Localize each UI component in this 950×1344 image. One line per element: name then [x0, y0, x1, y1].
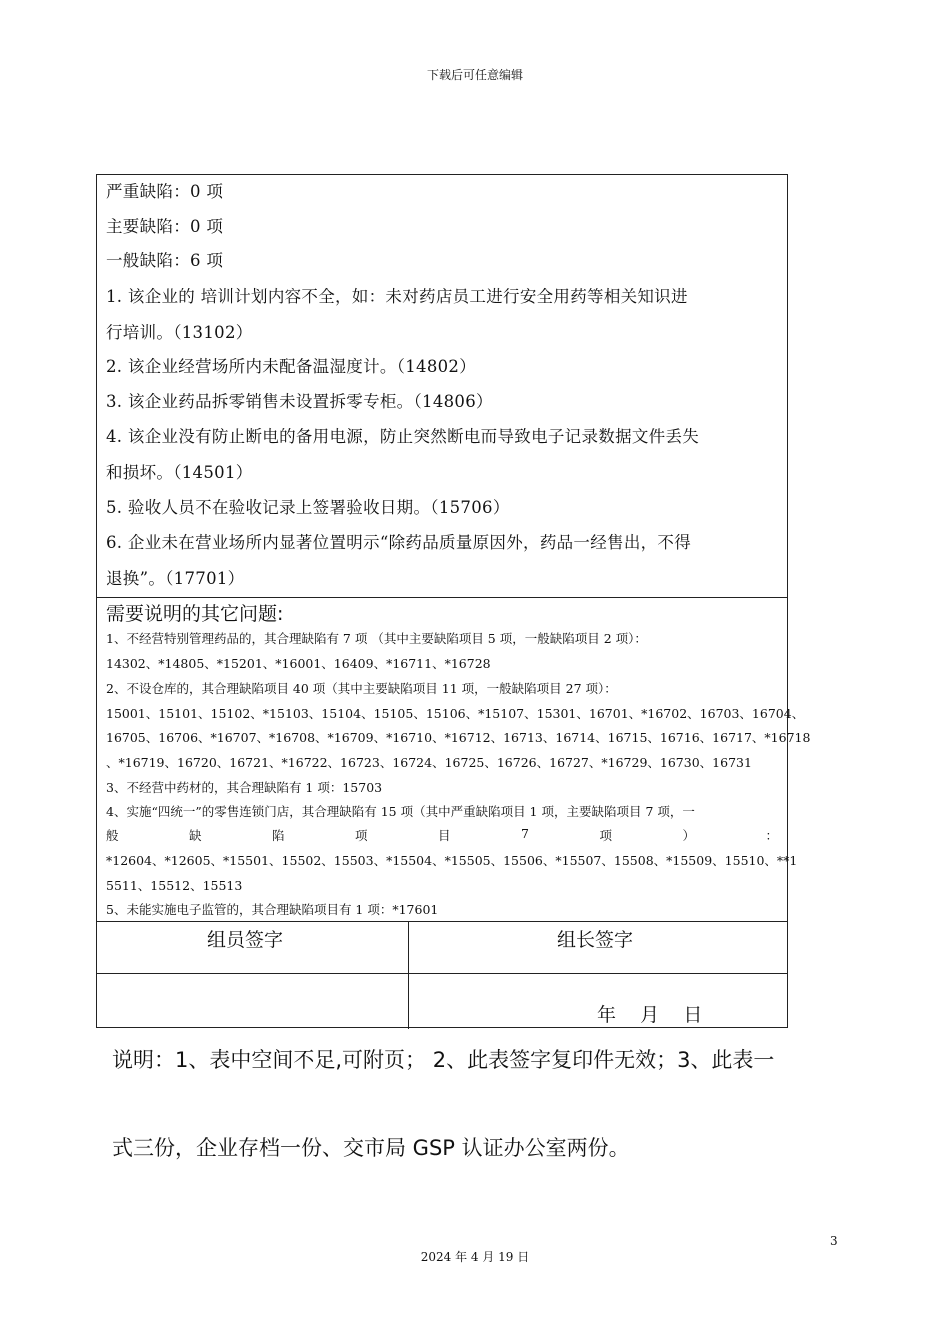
justified-char: 目	[438, 828, 451, 843]
defect-line: 退换”。（17701）	[106, 569, 245, 588]
defect-line: 1. 该企业的 培训计划内容不全，如：未对药店员工进行安全用药等相关知识进	[106, 287, 688, 306]
note-line-1: 说明：1、表中空间不足,可附页； 2、此表签字复印件无效；3、此表一	[112, 1048, 775, 1072]
justified-char: 般	[106, 828, 119, 843]
note-line-2: 式三份，企业存档一份、交市局 GSP 认证办公室两份。	[112, 1136, 630, 1160]
major-defects: 主要缺陷：0 项	[106, 217, 224, 236]
issue-line: 4、实施“四统一”的零售连锁门店，其合理缺陷有 15 项（其中严重缺陷项目 1 项，主要缺陷项目 7 项，一	[106, 804, 695, 819]
member-signature-label: 组员签字	[207, 929, 284, 951]
issue-line: 、*16719、16720、16721、*16722、16723、16724、16725、16726、16727、*16729、16730、16731	[106, 755, 752, 770]
page-header: 下载后可任意编辑	[426, 68, 523, 82]
defect-line: 行培训。（13102）	[106, 323, 253, 342]
issue-line: 16705、16706、*16707、*16708、*16709、*16710、*16712、16713、16714、16715、16716、16717、*16718	[106, 730, 811, 745]
justified-char: 项	[355, 828, 368, 843]
general-defects: 一般缺陷：6 项	[106, 251, 224, 270]
row-divider	[97, 921, 787, 922]
justified-char: 缺	[189, 828, 202, 843]
justified-char: 陷	[272, 828, 285, 843]
defect-line: 和损坏。（14501）	[106, 463, 253, 482]
column-divider	[408, 921, 409, 1029]
issue-line: 2、不设仓库的，其合理缺陷项目 40 项（其中主要缺陷项目 11 项，一般缺陷项目 27 项）：	[106, 681, 617, 696]
inspection-table	[96, 174, 811, 1028]
issue-line: 1、不经营特别管理药品的，其合理缺陷有 7 项 （其中主要缺陷项目 5 项，一般缺陷项目 2 项）：	[106, 631, 647, 646]
other-issues-title: 需要说明的其它问题:	[106, 603, 284, 625]
issue-line: 14302、*14805、*15201、*16001、16409、*16711、*16728	[106, 656, 491, 671]
page-number: 3	[830, 1234, 838, 1248]
issue-line: 15001、15101、15102、*15103、15104、15105、15106、*15107、15301、16701、*16702、16703、16704、	[106, 706, 805, 721]
defect-line: 5. 验收人员不在验收记录上签署验收日期。（15706）	[106, 498, 510, 517]
row-divider	[97, 973, 787, 974]
signature-date: 年 月 日	[597, 1004, 703, 1026]
justified-char: ）	[682, 828, 695, 843]
defect-line: 4. 该企业没有防止断电的备用电源，防止突然断电而导致电子记录数据文件丢失	[106, 427, 700, 446]
issue-line: 5、未能实施电子监管的，其合理缺陷项目有 1 项：*17601	[106, 902, 439, 917]
leader-signature-label: 组长签字	[557, 929, 634, 951]
issue-line: 3、不经营中药材的，其合理缺陷有 1 项：15703	[106, 780, 383, 795]
issue-line-justified	[106, 826, 778, 844]
justified-char: ：	[765, 828, 778, 843]
issue-line: 5511、15512、15513	[106, 878, 243, 893]
serious-defects: 严重缺陷：0 项	[106, 182, 224, 201]
issue-line: *12604、*12605、*15501、15502、15503、*15504、*15505、15506、*15507、15508、*15509、15510、**1	[106, 853, 798, 868]
defect-line: 3. 该企业药品拆零销售未设置拆零专柜。（14806）	[106, 392, 493, 411]
row-divider	[97, 597, 787, 598]
defect-line: 6. 企业未在营业场所内显著位置明示“除药品质量原因外，药品一经售出，不得	[106, 533, 692, 552]
justified-char: 7	[521, 826, 529, 841]
footer-date: 2024 年 4 月 19 日	[420, 1250, 530, 1264]
justified-char: 项	[599, 828, 612, 843]
defect-line: 2. 该企业经营场所内未配备温湿度计。（14802）	[106, 357, 477, 376]
